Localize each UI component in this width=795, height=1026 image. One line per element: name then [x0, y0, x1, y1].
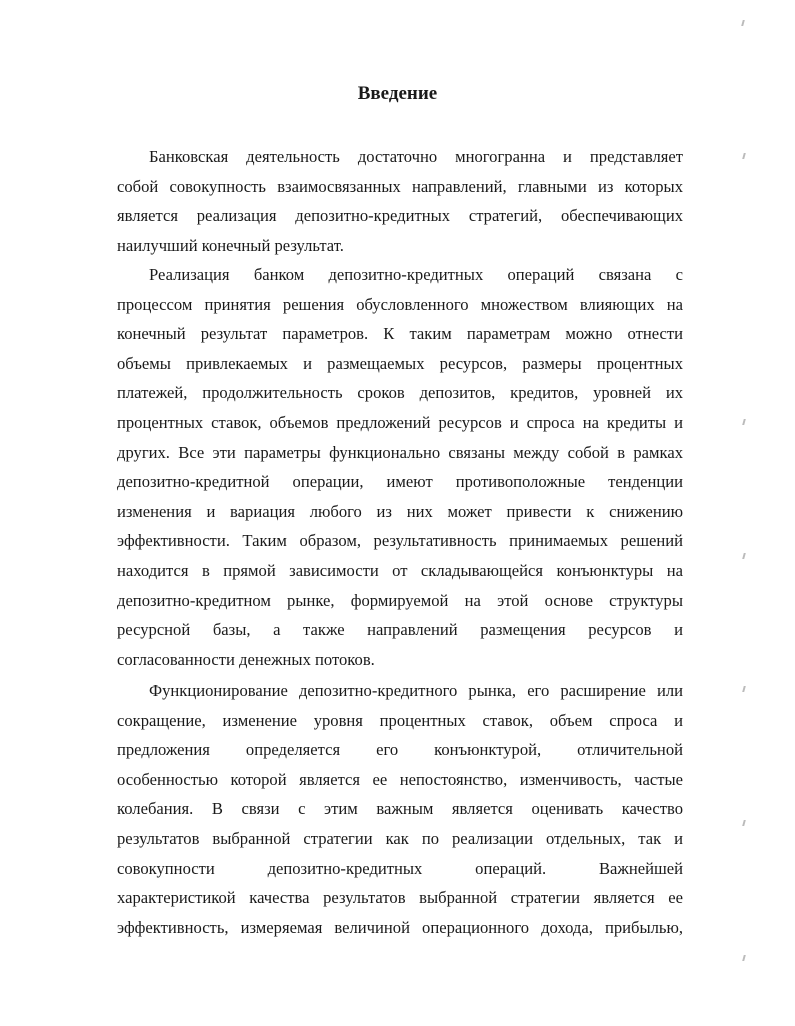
text-line: процессом принятия решения обусловленного множеством влияющих на [117, 294, 683, 314]
text-line: результатов выбранной стратегии как по реализации отдельных, так и [117, 828, 683, 848]
text-line: конечный результат параметров. К таким параметрам можно отнести [117, 324, 683, 344]
scan-artifact [742, 820, 746, 826]
text-line: депозитно-кредитном рынке, формируемой на этой основе структуры [117, 590, 683, 610]
text-line: платежей, продолжительность сроков депозитов, кредитов, уровней их [117, 383, 683, 403]
text-line: предложения определяется его конъюнктурой, отличительной [117, 740, 683, 760]
scan-artifact [742, 419, 746, 425]
text-line: депозитно-кредитной операции, имеют противоположные тенденции [117, 472, 683, 492]
text-line: Функционирование депозитно-кредитного рынка, его расширение или [149, 681, 683, 700]
text-line: эффективность, измеряемая величиной операционного дохода, прибылью, [117, 917, 683, 937]
text-line: находится в прямой зависимости от складывающейся конъюнктуры на [117, 560, 683, 580]
text-line: совокупности депозитно-кредитных операций. Важнейшей [117, 858, 683, 878]
text-line: ресурсной базы, а также направлений размещения ресурсов и [117, 620, 683, 640]
text-line: процентных ставок, объемов предложений ресурсов и спроса на кредиты и [117, 412, 683, 432]
scan-artifact [742, 153, 746, 159]
text-line: изменения и вариация любого из них может привести к снижению [117, 501, 683, 521]
paragraph-3 [117, 676, 683, 942]
scan-artifact [742, 955, 746, 961]
page-title: Введение [357, 83, 438, 104]
text-line: эффективности. Таким образом, результативность принимаемых решений [117, 531, 683, 551]
paragraph-1 [117, 142, 683, 260]
scan-artifact [741, 20, 745, 26]
scan-artifact [742, 686, 746, 692]
text-line: особенностью которой является ее непостоянство, изменчивость, частые [117, 769, 683, 789]
text-line: собой совокупность взаимосвязанных направлений, главными из которых [117, 176, 683, 196]
text-line: колебания. В связи с этим важным является оценивать качество [117, 799, 683, 819]
text-line: является реализация депозитно-кредитных стратегий, обеспечивающих [117, 206, 683, 226]
text-line: сокращение, изменение уровня процентных ставок, объем спроса и [117, 710, 683, 730]
text-line: наилучший конечный результат. [117, 235, 344, 255]
paragraph-2 [117, 260, 683, 674]
text-line: объемы привлекаемых и размещаемых ресурсов, размеры процентных [117, 353, 683, 373]
text-line: характеристикой качества результатов выбранной стратегии является ее [117, 888, 683, 908]
text-line: Банковская деятельность достаточно многогранна и представляет [149, 147, 683, 166]
scan-artifact [742, 553, 746, 559]
text-line: других. Все эти параметры функционально связаны между собой в рамках [117, 442, 683, 462]
text-line: Реализация банком депозитно-кредитных операций связана с [149, 265, 683, 284]
text-line: согласованности денежных потоков. [117, 649, 375, 669]
